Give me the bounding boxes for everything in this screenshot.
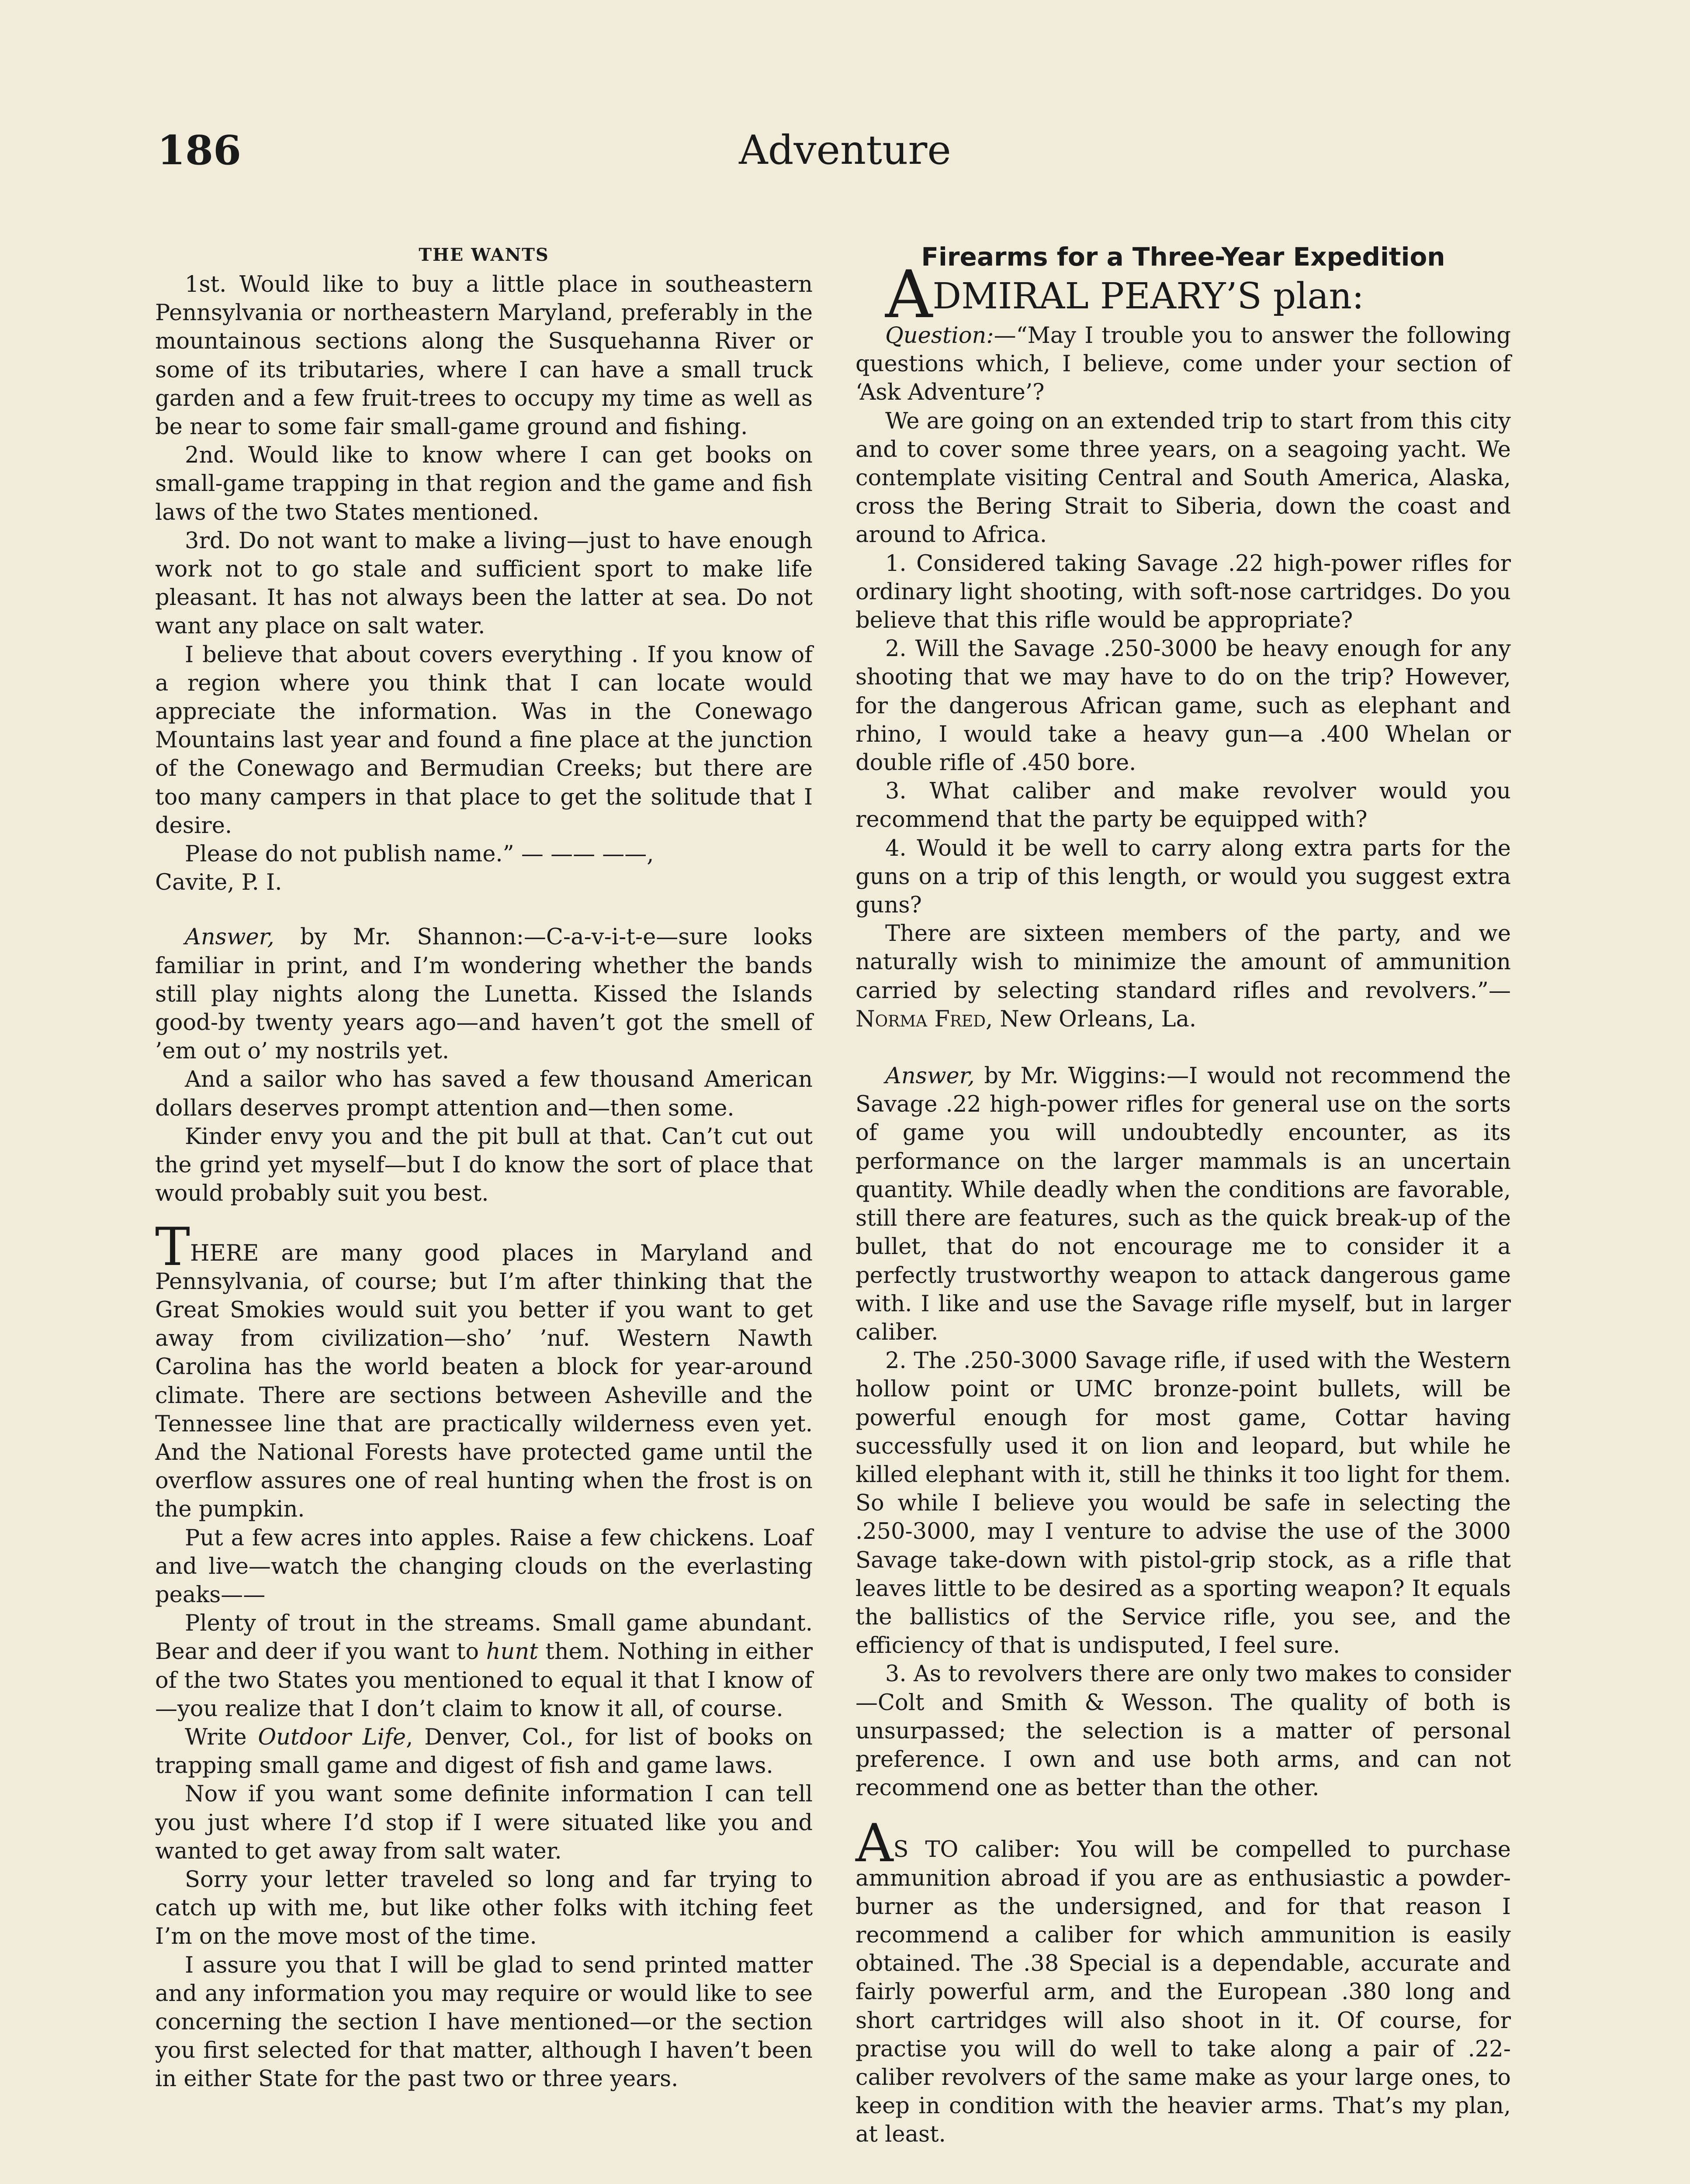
answer-paragraph — [855, 1062, 1511, 1347]
correspondent-name: Norma Fred — [855, 1006, 986, 1032]
section-title-the-wants: THE WANTS — [419, 245, 549, 265]
letter-paragraph: I believe that about covers everything . If you know of a region where you think that I can locate would appreciate the information. Was in the Conewago Mountains last year and found a fine place at the junction of the Conewago and Bermudian Creeks; but there are too many campers in that place to get the solitude that I desire. — [155, 642, 813, 839]
lead-text: DMIRAL PEARY’S plan: — [932, 276, 1364, 317]
question-paragraph — [855, 321, 1511, 407]
drop-cap: A — [855, 1813, 893, 1874]
left-column — [155, 242, 813, 2094]
italic-word: hunt — [486, 1639, 538, 1665]
answer-paragraph: 2. The .250-3000 Savage rifle, if used with the Western hollow point or UMC bronze-point bullets, will be powerful enough for most game, Cottar having successfully used it on lion and leopard, but while he killed elephant with it, still he thinks it too light for them. So while I believe you would be safe in selecting the .250-3000, may I venture to advise the use of the 3000 Savage take-down with pistol-grip stock, as a rifle that leaves little to be desired as a sporting weapon? It equals the ballistics of the Service rifle, you see, and the efficiency of that is undisputed, I feel sure. — [855, 1348, 1511, 1659]
question-paragraph: 3. What caliber and make revolver would you recommend that the party be equipped with? — [855, 778, 1511, 833]
answer-paragraph: Sorry your letter traveled so long and far trying to catch up with me, but like other folks with itching feet I’m on the move most of the time. — [155, 1866, 813, 1950]
answer-label: Answer, — [885, 1063, 975, 1089]
answer-paragraph: Put a few acres into apples. Raise a few chickens. Loaf and live—watch the changing clouds on the everlasting peaks—— — [155, 1525, 813, 1608]
drop-cap: T — [155, 1216, 190, 1278]
letter-paragraph: 1st. Would like to buy a little place in southeastern Pennsylvania or northeastern Maryland, preferably in the mountainous sections along the Susquehanna River or some of its tributaries, where I can have a small truck garden and a few fruit-trees to occupy my time as well as be near to some fair small-game ground and fishing. — [155, 272, 813, 440]
text-run: , New Orleans, La. — [985, 1006, 1197, 1032]
letter-paragraph: 2nd. Would like to know where I can get books on small-game trapping in that region and the game and fish laws of the two States mentioned. — [155, 442, 813, 525]
answer-text: by Mr. Shannon:—C-a-v-i-t-e—sure looks familiar in print, and I’m wondering whether the bands still play nights along the Lunetta. Kissed the Islands good-by twenty years ago—and haven’t got the smell of ’em out o’ my nostrils yet. — [155, 924, 813, 1064]
question-paragraph: 4. Would it be well to carry along extra parts for the guns on a trip of this length, or would you suggest extra guns? — [855, 835, 1511, 919]
answer-paragraph: I assure you that I will be glad to send printed matter and any information you may require or would like to see concerning the section I have mentioned—or the section you first selected for that matter, although I haven’t been in either State for the past two or three years. — [155, 1952, 813, 2092]
text-run: Write — [185, 1724, 258, 1750]
answer-paragraph: Kinder envy you and the pit bull at that. Can’t cut out the grind yet myself—but I do know the sort of place that would probably suit you best. — [155, 1123, 813, 1207]
question-paragraph — [855, 919, 1511, 1033]
question-text: —“May I trouble you to answer the following questions which, I believe, come under your section of ‘Ask Adventure’? — [855, 323, 1511, 406]
answer-paragraph: And a sailor who has saved a few thousand American dollars deserves prompt attention and—then some. — [155, 1067, 813, 1121]
question-paragraph: 2. Will the Savage .250-3000 be heavy enough for any shooting that we may have to do on the trip? However, for the dangerous African game, such as elephant and rhino, I would take a heavy gun—a .400 Whelan or double rifle of .450 bore. — [855, 636, 1511, 776]
answer-paragraph-dropcap — [855, 1813, 1511, 2149]
answer-paragraph: Now if you want some definite information I can tell you just where I’d stop if I were situated like you and wanted to get away from salt water. — [155, 1781, 813, 1864]
answer-label: Answer, — [185, 924, 274, 950]
text-run: There are sixteen members of the party, and we naturally wish to minimize the amount of ammunition carried by selecting standard rifles and revolvers.”— — [855, 921, 1511, 1004]
answer-paragraph — [155, 1609, 813, 1723]
answer-paragraph — [155, 1723, 813, 1780]
section-title-firearms: Firearms for a Three-Year Expedition — [921, 242, 1445, 272]
text-run: them. Nothing in either of the two States you mentioned to equal it that I know of—you realize that I don’t claim to know it all, of course. — [155, 1639, 813, 1722]
answer-text: S TO caliber: You will be compelled to purchase ammunition abroad if you are as enthusiastic a powder-burner as the undersigned, and for that reason I recommend a caliber for which ammunition is easily obtained. The .38 Special is a dependable, accurate and fairly powerful arm, and the European .380 long and short cartridges will also shoot in it. Of course, for practise you will do well to take along a pair of .22-caliber revolvers of the same make as your large ones, to keep in condition with the heavier arms. That’s my plan, at least. — [855, 1837, 1511, 2148]
magazine-title: Outdoor Life — [258, 1724, 406, 1750]
letter-paragraph: Please do not publish name.” — —— ——, — [185, 841, 654, 867]
running-head: Adventure — [739, 127, 951, 173]
text-run: Plenty of trout in the streams. Small game abundant. Bear and deer if you want to — [155, 1610, 813, 1665]
question-paragraph: We are going on an extended trip to start from this city and to cover some three years, on a seagoing yacht. We contemplate visiting Central and South America, Alaska, cross the Bering Strait to Siberia, down the coast and around to Africa. — [855, 408, 1511, 548]
question-label: Question: — [885, 323, 994, 349]
answer-paragraph-dropcap — [155, 1216, 813, 1524]
letter-paragraph: 3rd. Do not want to make a living—just to have enough work not to go stale and sufficient sport to make life pleasant. It has not always been the latter at sea. Do not want any place on salt water. — [155, 528, 813, 639]
right-column — [855, 242, 1511, 2149]
question-paragraph: 1. Considered taking Savage .22 high-power rifles for ordinary light shooting, with soft-nose cartridges. Do you believe that this rifle would be appropriate? — [855, 550, 1511, 634]
answer-paragraph — [155, 923, 813, 1065]
answer-paragraph: 3. As to revolvers there are only two makes to consider—Colt and Smith & Wesson. The quality of both is unsurpassed; the selection is a matter of personal preference. I own and use both arms, and can not recommend one as better than the other. — [855, 1661, 1511, 1801]
letter-signoff: Cavite, P. I. — [155, 870, 282, 896]
text-run: , Denver, Col., for list of books on trapping small game and digest of fish and game laws. — [155, 1724, 813, 1779]
page-number: 186 — [157, 127, 242, 174]
answer-text: HERE are many good places in Maryland and Pennsylvania, of course; but I’m after thinking that the Great Smokies would suit you better if you want to get away from civilization—sho’ ’nuf. Western Nawth Carolina has the world beaten a block for year-around climate. There are sections between Asheville and the Tennessee line that are practically wilderness even yet. And the National Forests have protected game until the overflow assures one of real hunting when the frost is on the pumpkin. — [155, 1240, 813, 1523]
answer-text: by Mr. Wiggins:—I would not recommend the Savage .22 high-power rifles for general use on the sorts of game you will undoubtedly encounter, as its performance on the larger mammals is an uncertain quantity. While deadly when the conditions are favorable, still there are features, such as the quick break-up of the bullet, that do not encourage me to consider it a perfectly trustworthy weapon to attack dangerous game with. I like and use the Savage rifle myself, but in larger caliber. — [855, 1063, 1511, 1345]
drop-cap: A — [885, 257, 933, 333]
